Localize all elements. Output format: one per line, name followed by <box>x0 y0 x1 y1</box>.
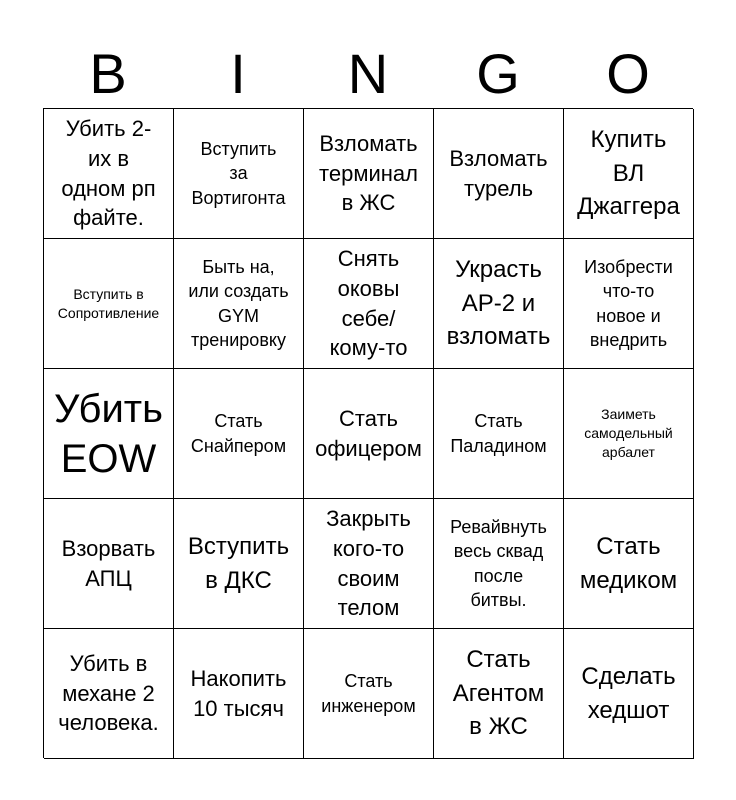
header-letter-b: B <box>89 42 127 105</box>
header-letter-n: N <box>347 42 389 105</box>
bingo-board <box>43 108 693 758</box>
bingo-cell-5-5[interactable] <box>564 629 694 759</box>
header-letter-o: O <box>606 42 650 105</box>
cell-text: Стать инженером <box>321 671 416 716</box>
bingo-cell-1-2[interactable] <box>174 109 304 239</box>
bingo-cell-3-4[interactable] <box>434 369 564 499</box>
bingo-cell-1-4[interactable] <box>434 109 564 239</box>
bingo-cell-4-5[interactable] <box>564 499 694 629</box>
cell-text: Вступить в ДКС <box>187 532 290 594</box>
bingo-cell-3-2[interactable] <box>174 369 304 499</box>
bingo-cell-3-1[interactable] <box>44 369 174 499</box>
cell-text: Взломать терминал в ЖС <box>319 130 418 216</box>
cell-text: Убить в механе 2 человека. <box>58 650 159 736</box>
bingo-cell-5-3[interactable] <box>304 629 434 759</box>
bingo-cell-4-1[interactable] <box>44 499 174 629</box>
bingo-cell-2-4[interactable] <box>434 239 564 369</box>
cell-text: Изобрести что-то новое и внедрить <box>584 256 673 350</box>
bingo-cell-5-4[interactable] <box>434 629 564 759</box>
bingo-cell-5-1[interactable] <box>44 629 174 759</box>
bingo-cell-1-5[interactable] <box>564 109 694 239</box>
bingo-header <box>43 40 693 108</box>
cell-text: Стать офицером <box>315 405 422 461</box>
bingo-cell-4-2[interactable] <box>174 499 304 629</box>
header-letter-g: G <box>476 42 520 105</box>
header-letter-i: I <box>230 42 246 105</box>
cell-text: Заиметь самодельный арбалет <box>584 406 673 460</box>
cell-text: Убить 2- их в одном рп файте. <box>61 116 156 231</box>
cell-text: Быть на, или создать GYM тренировку <box>188 256 289 350</box>
cell-text: Стать медиком <box>579 532 678 594</box>
cell-text: Убить EOW <box>54 386 163 481</box>
bingo-cell-2-2[interactable] <box>174 239 304 369</box>
cell-text: Украсть АР-2 и взломать <box>446 256 551 351</box>
bingo-cell-1-3[interactable] <box>304 109 434 239</box>
cell-text: Взломать турель <box>449 145 548 201</box>
bingo-cell-4-4[interactable] <box>434 499 564 629</box>
bingo-cell-2-3[interactable] <box>304 239 434 369</box>
cell-text: Стать Агентом в ЖС <box>452 646 545 741</box>
cell-text: Снять оковы себе/ кому-то <box>329 246 408 361</box>
bingo-cell-3-3[interactable] <box>304 369 434 499</box>
bingo-cell-1-1[interactable] <box>44 109 174 239</box>
bingo-cell-4-3[interactable] <box>304 499 434 629</box>
bingo-cell-5-2[interactable] <box>174 629 304 759</box>
cell-text: Стать Паладином <box>450 411 547 456</box>
cell-text: Вступить за Вортигонта <box>191 139 286 208</box>
cell-text: Взорвать АПЦ <box>61 535 156 591</box>
bingo-cell-2-1[interactable] <box>44 239 174 369</box>
cell-text: Купить ВЛ Джаггера <box>577 126 680 221</box>
cell-text: Стать Снайпером <box>190 411 287 456</box>
bingo-cell-2-5[interactable] <box>564 239 694 369</box>
cell-text: Вступить в Сопротивление <box>57 285 160 321</box>
cell-text: Закрыть кого-то своим телом <box>326 506 411 621</box>
cell-text: Накопить 10 тысяч <box>190 665 287 721</box>
cell-text: Ревайвнуть весь сквад после битвы. <box>450 516 547 610</box>
bingo-cell-3-5[interactable] <box>564 369 694 499</box>
cell-text: Сделать хедшот <box>581 662 676 724</box>
